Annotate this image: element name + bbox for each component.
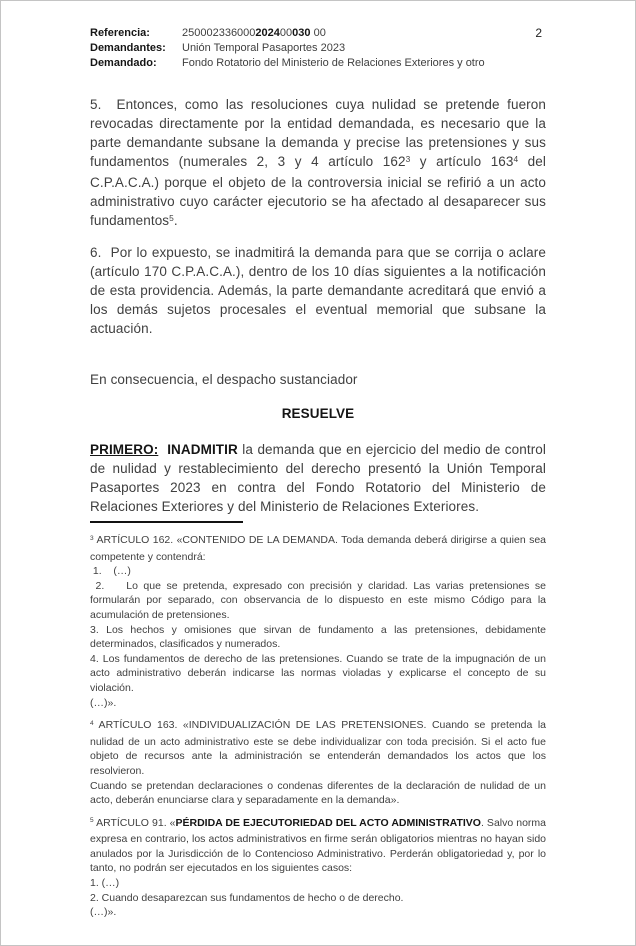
footnote-ref: 4 [90,719,94,727]
text-run: 1. (…) [90,877,120,890]
footnote-ref: 5 [90,817,94,825]
text-run: ARTÍCULO 162. «CONTENIDO DE LA DEMANDA. Toda demanda deberá dirigirse a quien sea competente y contendrá: [90,534,546,563]
text-run: En consecuencia, el despacho sustanciador [90,372,358,387]
footnote-paragraph [90,816,546,876]
footnote-paragraph [90,718,546,778]
plaintiffs-row [90,41,546,56]
text-run: . Salvo norma expresa en contrario, los actos administrativos en firme serán obligatorios mientras no hayan sido anulados por la Jurisdicción de lo Contencioso Administrativo. Perderán obligatoriedad y, por lo tanto, no podrán ser ejecutados en los siguientes casos: [90,816,546,875]
footnote-ref: 4 [513,153,519,164]
text-run: RESUELVE [281,406,355,421]
header-label: Demandado: [90,57,157,69]
text-run [158,442,167,457]
header-value [182,26,546,41]
paragraph-6 [90,243,546,338]
text-run: 6. Por lo expuesto, se inadmitirá la demanda para que se corrija o aclare (artículo 170 C.P.A.C.A.), dentro de los 10 días siguientes a la notificación de esta providencia. Además, la parte demandante acreditará que envió a los demás sujetos procesales el eventual memorial que subsane la actuación. [90,245,546,336]
text-run: 2024 [255,27,280,39]
footnote-separator [90,521,243,523]
text-run: (…)». [90,906,117,919]
footnotes [90,533,546,920]
primero-paragraph [90,440,546,516]
text-run: 5. Entonces, como las resoluciones cuya nulidad se pretende fueron revocadas directamente por la entidad demandada, es necesario que la parte demandante subsane la demanda y precise las pretensiones y sus fundamentos (numerales 2, 3 y 4 artículo 162 [90,97,546,169]
footnote-paragraph [90,876,546,891]
text-run: Unión Temporal Pasaportes 2023 [182,42,346,54]
resuelve-heading [90,404,546,423]
text-run: Fondo Rotatorio del Ministerio de Relaciones Exteriores y otro [182,57,485,69]
header-value [182,41,546,56]
defendant-row [90,56,546,71]
reference-row [90,26,546,41]
text-run: del C.P.A.C.A.) porque el objeto de la controversia inicial se refirió a un acto administrativo cuyo carácter ejecutorio se ha afectado al desaparecer sus fundamentos [90,154,546,228]
text-run: y artículo 163 [410,154,514,169]
case-header [90,26,546,71]
text-run: 00 [310,27,326,39]
footnote-paragraph [90,564,546,579]
header-label: Demandantes: [90,42,166,54]
footnote-ref: 3 [90,534,94,542]
closing-line [90,370,546,389]
text-run: 00 [279,27,293,39]
text-run: 2. Lo que se pretenda, expresado con precisión y claridad. Las varias pretensiones se formularán por separado, con observancia de lo dispuesto en este mismo Código para la acumulación de pretensiones. [90,579,546,621]
text-run: (…)». [90,696,117,709]
header-value [182,56,546,71]
text-run: ARTÍCULO 163. «INDIVIDUALIZACIÓN DE LAS PRETENSIONES. Cuando se pretenda la nulidad de un acto administrativo este se debe individualizar con toda precisión. Si el acto fue objeto de recursos ante la administración se entenderán demandados los actos que los resolvieron. [90,719,546,777]
footnote-paragraph [90,891,546,906]
page-number: 2 [535,26,542,40]
footnote-ref: 5 [169,212,174,223]
text-run: 4. Los fundamentos de derecho de las pretensiones. Cuando se trate de la impugnación de un acto administrativo deberán indicarse las normas violadas y explicarse el concepto de su violación. [90,652,546,694]
text-run: 250002336000 [182,27,256,39]
text-run: la demanda que en ejercicio del medio de control de nulidad y restablecimiento del derecho presentó la Unión Temporal Pasaportes 2023 en contra del Fondo Rotatorio del Ministerio de Relaciones Exteriores y del Ministerio de Relaciones Exteriores. [90,442,547,514]
text-run: ARTÍCULO 91. « [93,816,176,829]
footnote-paragraph [90,905,546,920]
text-run: INADMITIR [167,442,238,457]
footnote-paragraph [90,623,546,652]
text-run: PÉRDIDA DE EJECUTORIEDAD DEL ACTO ADMINISTRATIVO [175,816,481,829]
text-run: 3. Los hechos y omisiones que sirvan de fundamento a las pretensiones, debidamente determinados, clasificados y numerados. [90,623,546,651]
footnote-paragraph [90,779,546,808]
footnote-3 [90,533,546,710]
document-body [90,95,546,516]
text-run: PRIMERO: [90,442,159,457]
footnote-ref: 3 [405,153,411,164]
footnote-4 [90,718,546,808]
header-label: Referencia: [90,27,150,39]
text-run: Cuando se pretendan declaraciones o condenas diferentes de la declaración de nulidad de un acto, deberán enunciarse clara y separadamente en la demanda». [90,779,546,807]
text-run: 030 [292,27,311,39]
footnote-paragraph [90,579,546,623]
footnote-area [90,521,546,928]
footnote-paragraph [90,696,546,711]
text-run: 1. (…) [90,565,131,578]
footnote-paragraph [90,652,546,696]
text-run: 2. Cuando desaparezcan sus fundamentos de hecho o de derecho. [90,891,404,904]
paragraph-5 [90,95,546,232]
footnote-5 [90,816,546,920]
footnote-paragraph [90,533,546,564]
text-run: . [173,213,178,228]
